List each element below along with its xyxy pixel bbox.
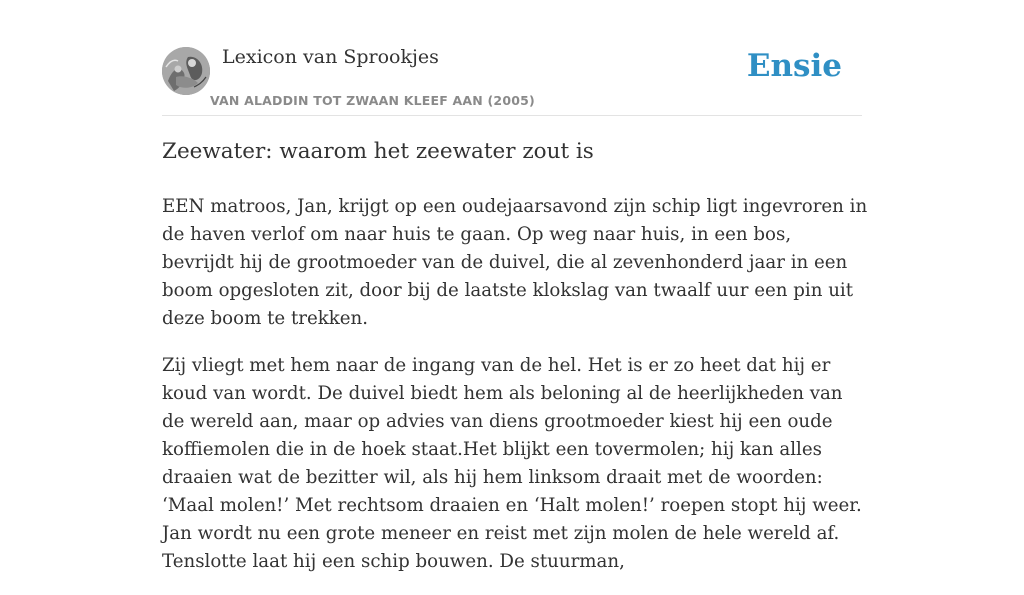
ensie-logo-link[interactable]: Ensie: [746, 48, 842, 84]
book-subtitle: VAN ALADDIN TOT ZWAAN KLEEF AAN (2005): [210, 93, 535, 108]
article-paragraph: EEN matroos, Jan, krijgt op een oudejaarsavond zijn schip ligt ingevroren in de haven verlof om naar huis te gaan. Op weg naar huis, in een bos, bevrijdt hij de grootmoeder van de duivel, die al zevenhonderd jaar in een boom opgesloten zit, door bij de laatste klokslag van twaalf uur een pin uit deze boom te trekken.: [162, 196, 868, 329]
book-cover-avatar[interactable]: [162, 47, 210, 95]
article-title: Zeewater: waarom het zeewater zout is: [162, 139, 594, 164]
book-title-link[interactable]: Lexicon van Sprookjes: [222, 46, 439, 68]
article-paragraph: Zij vliegt met hem naar de ingang van de hel. Het is er zo heet dat hij er koud van wordt. De duivel biedt hem als beloning al de heerlijkheden van de wereld aan, maar op advies van diens grootmoeder kiest hij een oude koffiemolen die in de hoek staat.Het blijkt een tovermolen; hij kan alles draaien wat de bezitter wil, als hij hem linksom draait met de woorden: ‘Maal molen!’ Met rechtsom draaien en ‘Halt molen!’ roepen stopt hij weer. Jan wordt nu een grote meneer en reist met zijn molen de hele wereld af. Tenslotte laat hij een schip bouwen. De stuurman,: [162, 355, 862, 572]
page-header: [162, 40, 862, 116]
book-cover-illustration-icon: [162, 47, 210, 95]
article-body: [162, 193, 868, 595]
